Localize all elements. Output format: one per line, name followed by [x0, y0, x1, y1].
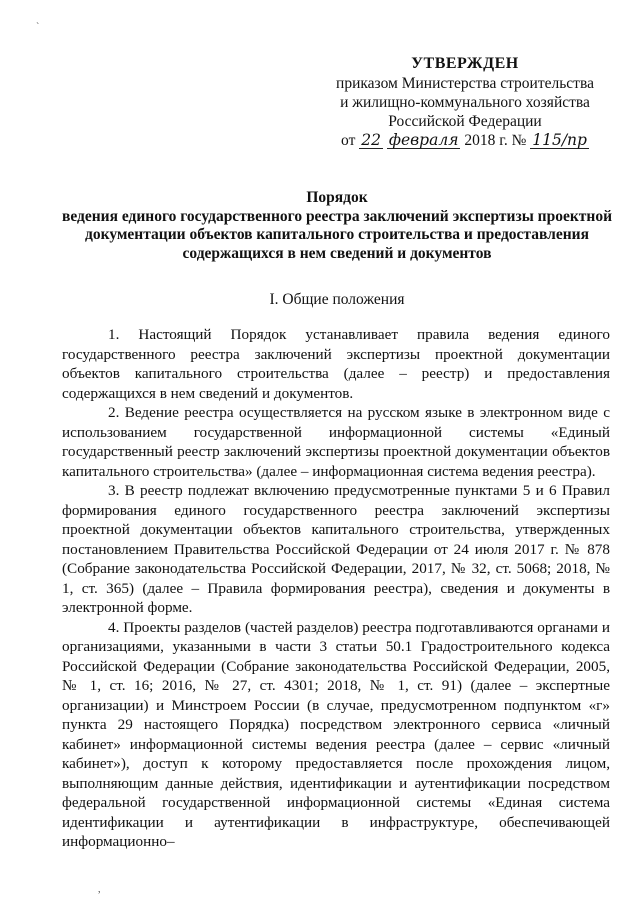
approval-date-line — [330, 131, 600, 150]
section-heading: I. Общие положения — [269, 291, 405, 308]
title-line-2: ведения единого государственного реестра заключений экспертизы проектной — [61, 207, 613, 225]
title-line-4: содержащихся в нем сведений и документов — [182, 244, 492, 262]
approval-title: УТВЕРЖДЕН — [411, 55, 519, 72]
handwritten-month: февраля — [388, 131, 459, 149]
approval-stamp — [330, 54, 600, 150]
date-year: 2018 г. № — [464, 132, 527, 149]
approval-line-3: Российской Федерации — [388, 113, 542, 130]
paragraph-2: 2. Ведение реестра осуществляется на русском языке в электронном виде с использованием государственной информационной системы «Единый государственный реестр заключений экспертизы проектной документации объектов капитального строительства» (далее – информационная система ведения реестра). — [62, 404, 610, 480]
document-body — [62, 325, 610, 852]
handwritten-order-number: 115/пр — [532, 131, 587, 149]
scan-speck: , — [98, 884, 101, 895]
document-title — [40, 189, 634, 263]
date-prefix: от — [341, 132, 356, 149]
title-line-1: Порядок — [306, 189, 368, 206]
paragraph-4: 4. Проекты разделов (частей разделов) реестра подготавливаются органами и организациями, указанными в части 3 статьи 50.1 Градостроительного кодекса Российской Федерации (Собрание законодательства Российской Федерации, 2005, № 1, ст. 16; 2016, № 27, ст. 4301; 2018, № 1, ст. 91) (далее – экспертные организации) и Минстроем России (в случае, предусмотренном подпунктом «г» пункта 29 настоящего Порядка) посредством электронного сервиса «личный кабинет» информационной системы ведения реестра (далее – сервис «личный кабинет»), доступ к которому предоставляется после прохождения лицом, выполняющим данные действия, идентификации и аутентификации посредством федеральной государственной информационной системы «Единая система идентификации и аутентификации в инфраструктуре, обеспечивающей информационно– — [62, 618, 610, 850]
paragraph-3: 3. В реестр подлежат включению предусмотренные пунктами 5 и 6 Правил формирования единого государственного реестра заключений экспертизы проектной документации объектов капитального строительства, утвержденных постановлением Правительства Российской Федерации от 24 июля 2017 г. № 878 (Собрание законодательства Российской Федерации, 2017, № 32, ст. 5068; 2018, № 1, ст. 365) (далее – Правила формирования реестра), сведения и документы в электронной форме. — [62, 482, 610, 616]
handwritten-day: 22 — [361, 131, 381, 149]
title-line-3: документации объектов капитального строительства и предоставления — [85, 226, 589, 243]
approval-line-1: приказом Министерства строительства — [336, 75, 594, 92]
paragraph-1: 1. Настоящий Порядок устанавливает правила ведения единого государственного реестра заключений экспертизы проектной документации объектов капитального строительства (далее – реестр) и предоставления содержащихся в нем сведений и документов. — [62, 326, 610, 402]
approval-line-2: и жилищно-коммунального хозяйства — [340, 94, 590, 111]
scan-speck: ˋ — [36, 22, 40, 33]
